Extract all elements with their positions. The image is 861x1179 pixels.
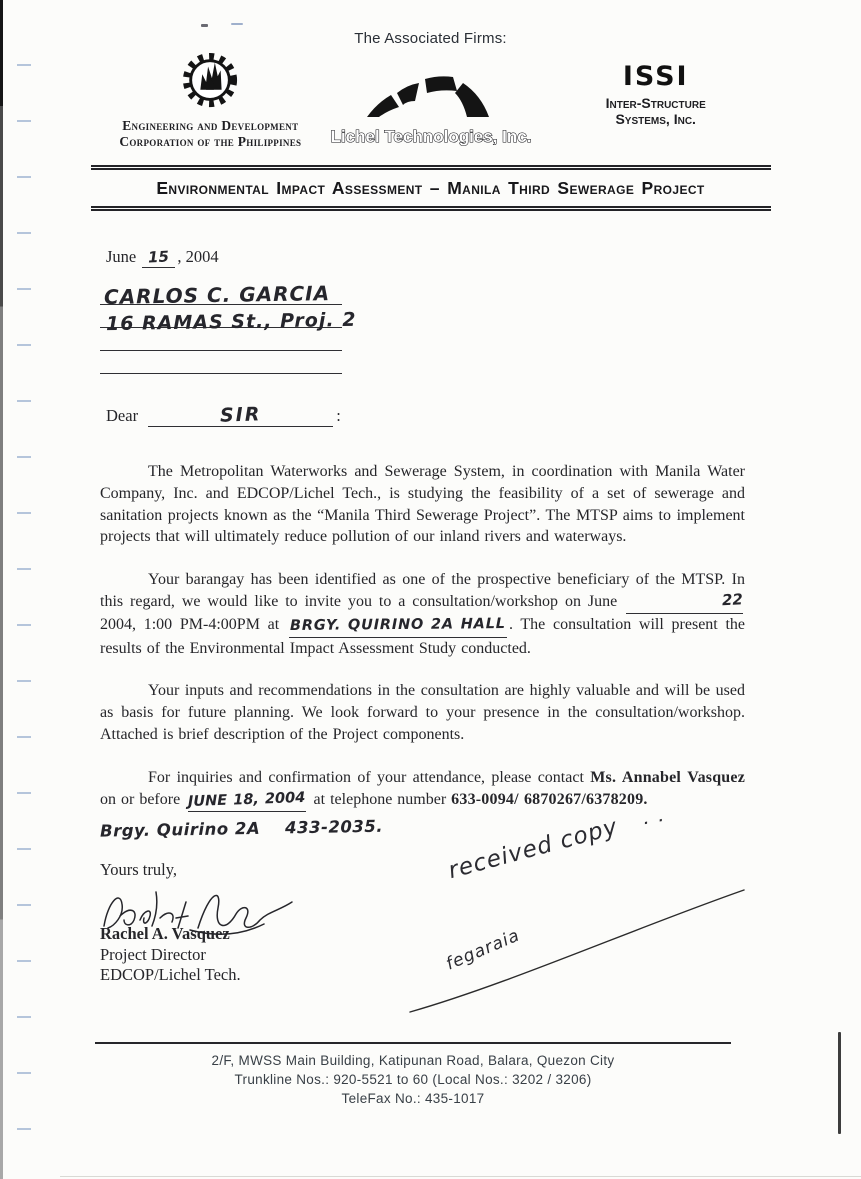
date-line	[106, 247, 861, 268]
addressee-block	[100, 281, 357, 374]
addressee-line-blank	[100, 328, 342, 351]
p2-text-before-day: Your barangay has been identified as one of the prospective beneficiary of the MTSP. In this regard, we would like to invite you to a consultation/workshop on June	[100, 571, 745, 610]
date-suffix: , 2004	[177, 247, 219, 266]
addressee-name-handwritten: CARLOS C. GARCIA	[103, 281, 331, 309]
p2-text-after-day: 2004, 1:00 PM-4:00PM at	[100, 615, 287, 633]
signer-title: Project Director	[100, 944, 206, 964]
p4-deadline-underline	[188, 789, 305, 813]
issi-logo-block	[536, 53, 775, 127]
letterhead-logo-row	[95, 53, 775, 155]
date-day-underline	[142, 247, 175, 268]
p2-text-after-venue: . The consultation will present the results of the Environmental Impact Assessment Study conducted.	[100, 615, 746, 657]
addressee-line-blank	[100, 351, 342, 374]
scan-bottom-hairline	[60, 1176, 861, 1177]
salutation-name-handwritten: SIR	[219, 403, 262, 427]
date-day-handwritten: 15	[147, 247, 170, 267]
p2-day-handwritten: 22	[721, 590, 744, 610]
p2-venue-underline	[289, 614, 507, 638]
scan-speck	[201, 24, 208, 27]
edcop-name-line1: Engineering and Development	[122, 118, 299, 133]
gear-icon	[181, 98, 239, 115]
footer-address: 2/F, MWSS Main Building, Katipunan Road, Balara, Quezon City	[211, 1053, 615, 1068]
letterhead-footer	[95, 1042, 731, 1108]
lichel-logo-block	[326, 53, 537, 155]
ink-marks: ˙˙	[638, 815, 672, 846]
issi-name-line1: Inter-Structure	[605, 95, 706, 111]
salutation-prefix: Dear	[106, 406, 139, 425]
signer-name: Rachel A. Vasquez	[100, 924, 230, 944]
edcop-name-line2: Corporation of the Philippines	[119, 134, 302, 149]
document-title-banner	[91, 165, 771, 211]
date-prefix: June	[106, 247, 137, 266]
p2-venue-handwritten: BRGY. QUIRINO 2A HALL	[289, 615, 506, 634]
p4-phone-numbers: 633-0094/ 6870267/6378209.	[451, 790, 648, 808]
handwritten-contact-note: Brgy. Quirino 2A 433-2035.	[99, 817, 384, 841]
p2-day-underline	[626, 591, 743, 614]
signature-block	[100, 924, 861, 986]
scan-edge-dash-marks	[17, 64, 31, 1164]
p4-text-after-deadline: at telephone number	[308, 790, 452, 808]
footer-telefax: TeleFax No.: 435-1017	[341, 1091, 485, 1106]
salutation-underline	[148, 404, 333, 427]
paragraph-4	[100, 767, 745, 813]
issi-acronym: ISSI	[622, 61, 689, 92]
lichel-wordmark: Lichel Technologies, Inc.	[331, 127, 532, 146]
issi-name-line2: Systems, Inc.	[615, 111, 696, 127]
p4-text-before-contact: For inquiries and confirmation of your attendance, please contact	[148, 768, 591, 786]
signer-organization: EDCOP/Lichel Tech.	[100, 965, 241, 985]
p4-deadline-handwritten: JUNE 18, 2004	[187, 789, 306, 810]
closing-line: Yours truly,	[100, 860, 178, 880]
associated-firms-label: The Associated Firms:	[354, 30, 507, 47]
document-title: Environmental Impact Assessment – Manila Third Sewerage Project	[156, 178, 705, 198]
edcop-logo-block	[95, 53, 326, 150]
salutation-line	[106, 404, 861, 427]
receiver-signature-scribble: fegaraia	[443, 925, 524, 975]
p4-text-after-contact: on or before	[100, 790, 186, 808]
scan-speck	[231, 23, 243, 25]
footer-trunkline: Trunkline Nos.: 920-5521 to 60 (Local Nos.: 3202 / 3206)	[234, 1072, 592, 1087]
salutation-colon: :	[336, 406, 341, 425]
addressee-address-handwritten: 16 RAMAS St., Proj. 2	[105, 308, 357, 336]
paragraph-2	[100, 569, 745, 659]
segmented-arc-icon	[361, 106, 501, 123]
receiver-swoosh-line	[388, 812, 770, 1027]
p4-contact-name: Ms. Annabel Vasquez	[590, 768, 745, 786]
received-copy-annotation	[388, 812, 770, 1027]
received-copy-note-handwritten: received copy	[445, 813, 621, 885]
paragraph-3: Your inputs and recommendations in the consultation are highly valuable and will be used as basis for future planning. We look forward to your presence in the consultation/workshop. Attached is brief description of the Project components.	[100, 682, 745, 743]
scan-left-edge	[0, 0, 3, 1179]
addressee-line	[100, 281, 342, 309]
paragraph-1: The Metropolitan Waterworks and Sewerage System, in coordination with Manila Water Company, Inc. and EDCOP/Lichel Tech., is studying the feasibility of a set of sewerage and sanitation projects known as the “Manila Third Sewerage Project”. The MTSP aims to implement projects that will ultimately reduce pollution of our inland rivers and waterways.	[100, 463, 745, 546]
addressee-line	[100, 305, 357, 336]
scan-right-edge-mark	[838, 1032, 841, 1134]
